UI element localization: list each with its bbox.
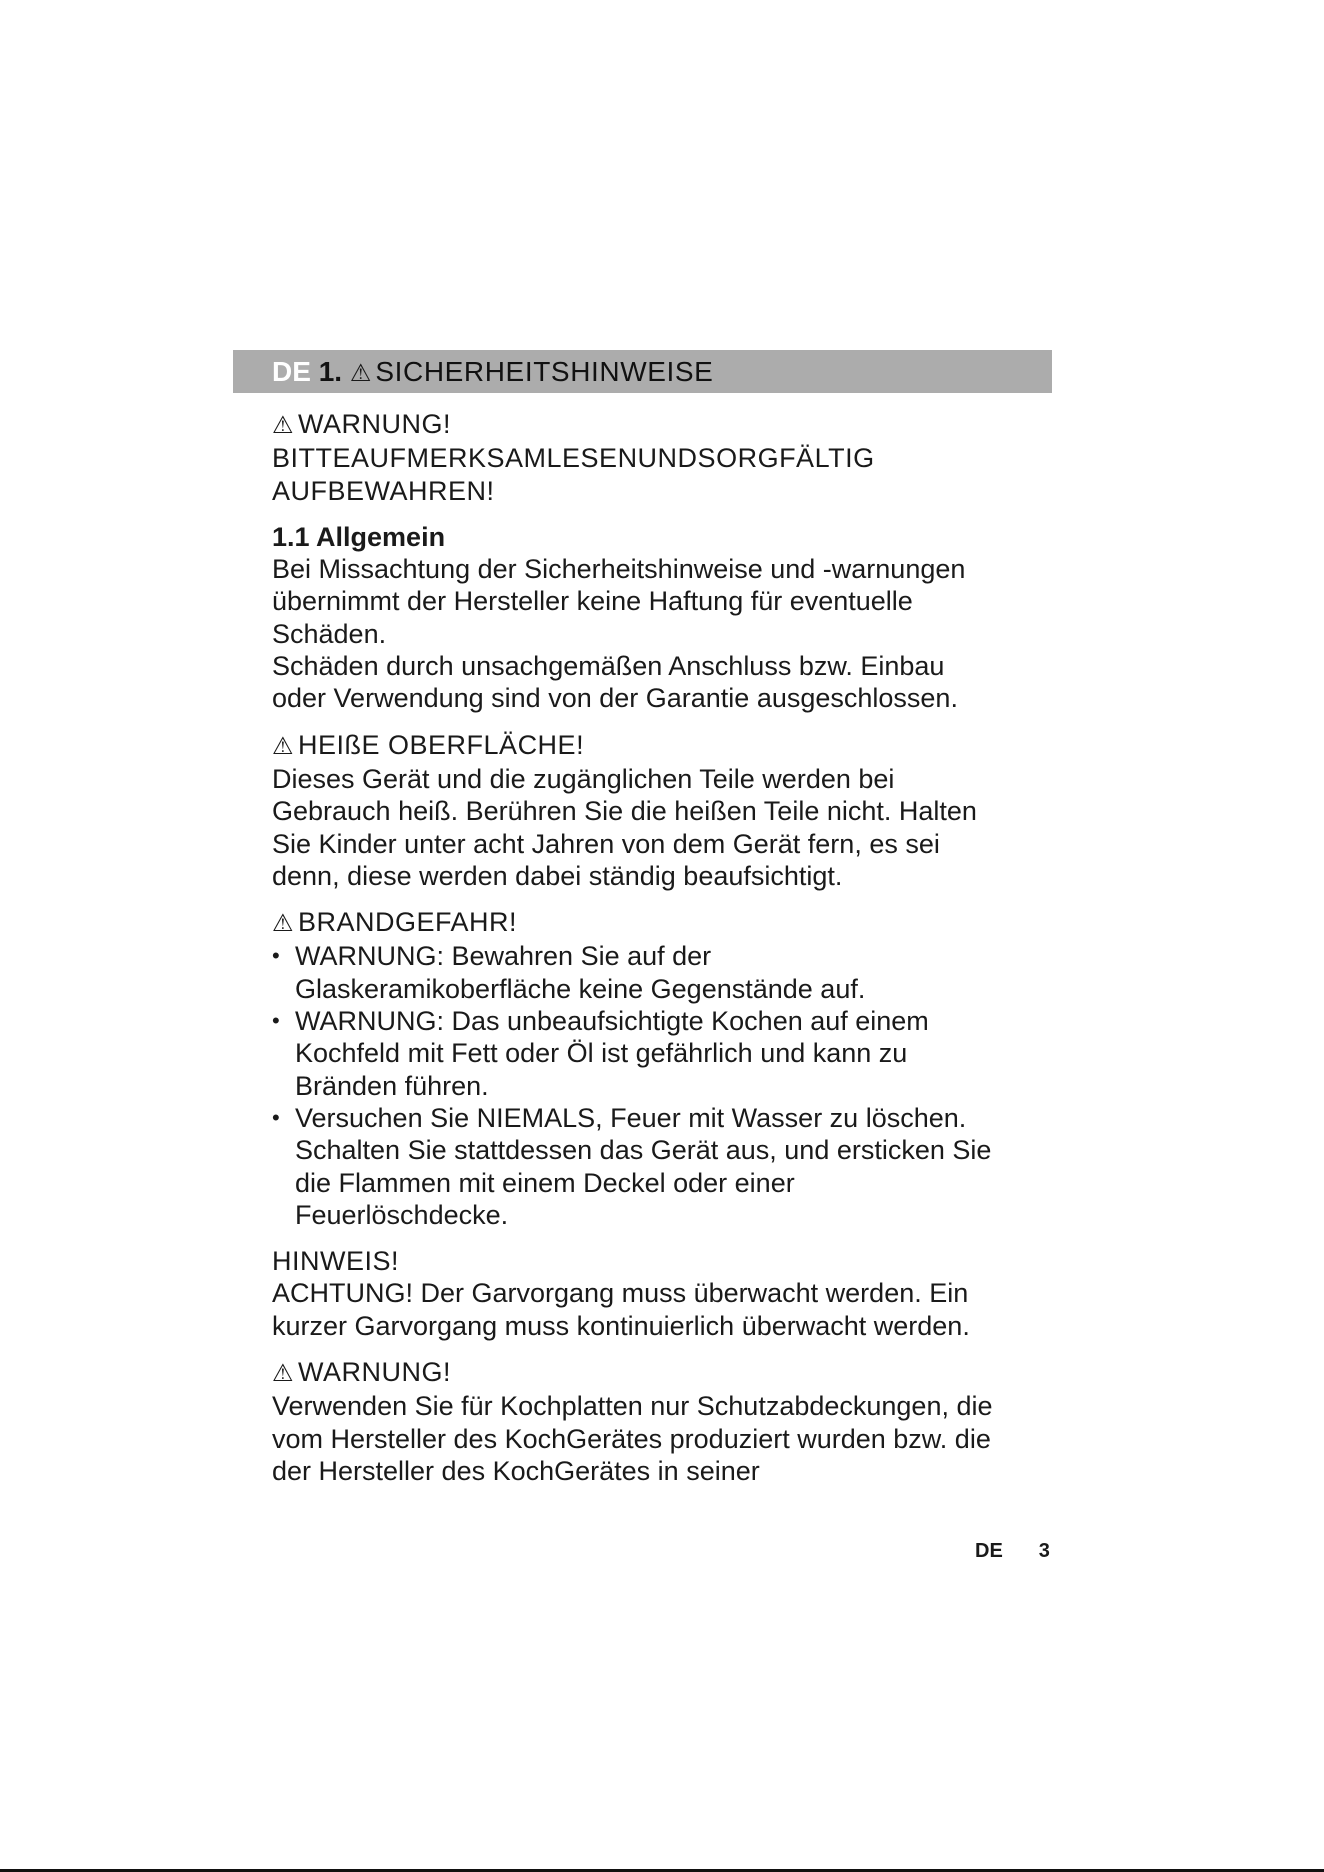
notice-text-line: ACHTUNG! Der Garvorgang muss überwacht werden. Ein [272, 1278, 969, 1309]
fire-bullet-line: Bränden führen. [295, 1070, 489, 1101]
notice-section [272, 1245, 1062, 1342]
footer-lang-code: DE [975, 1540, 1003, 1562]
fire-bullet-line: WARNUNG: Das unbeaufsichtigte Kochen auf einem [295, 1006, 929, 1037]
fire-bullet-item [272, 940, 1062, 1005]
hot-surface-section [272, 729, 1062, 892]
notice-text-line: kurzer Garvorgang muss kontinuierlich überwacht werden. [272, 1310, 970, 1341]
fire-bullet-line: Versuchen Sie NIEMALS, Feuer mit Wasser zu löschen. [295, 1102, 967, 1133]
header-lang-code: DE [272, 356, 311, 387]
hot-surface-icon: ⚠ [272, 732, 295, 760]
notice-label: HINWEIS! [272, 1246, 400, 1277]
bullet-dot-icon: • [272, 1008, 280, 1034]
fire-bullet-line: WARNUNG: Bewahren Sie auf der [295, 941, 712, 972]
bullet-dot-icon: • [272, 943, 280, 969]
hot-surface-text-line: denn, diese werden dabei ständig beaufsichtigt. [272, 860, 843, 891]
hot-surface-label: HEIßE OBERFLÄCHE! [298, 729, 585, 760]
warning-label: WARNUNG! [298, 409, 452, 439]
warning-triangle-icon: ⚠ [272, 412, 295, 439]
header-title: SICHERHEITSHINWEISE [375, 356, 714, 387]
hot-surface-text-line: Sie Kinder unter acht Jahren von dem Gerät fern, es sei [272, 828, 940, 859]
hot-surface-text-line: Dieses Gerät und die zugänglichen Teile werden bei [272, 763, 895, 794]
page-footer [975, 1540, 1050, 1563]
bullet-dot-icon: • [272, 1104, 280, 1130]
fire-bullet-line: Glaskeramikoberfläche keine Gegenstände auf. [295, 973, 866, 1004]
warning-text-line: BITTEAUFMERKSAMLESENUNDSORGFÄLTIG [272, 443, 875, 474]
fire-bullet-item [272, 1102, 1062, 1231]
warning-text-line: der Hersteller des KochGerätes in seiner [272, 1455, 760, 1486]
section-header [233, 350, 1052, 393]
general-text-line: Bei Missachtung der Sicherheitshinweise und -warnungen [272, 554, 966, 585]
warning-triangle-icon: ⚠ [272, 1360, 295, 1388]
general-text-line: Schäden durch unsachgemäßen Anschluss bzw. Einbau [272, 651, 945, 682]
page-content [272, 408, 1062, 1501]
fire-bullet-line: Schalten Sie stattdessen das Gerät aus, und ersticken Sie [295, 1135, 992, 1166]
general-text-line: Schäden. [272, 618, 387, 649]
page-number: 3 [1038, 1540, 1050, 1562]
general-section-title: 1.1 Allgemein [272, 521, 446, 552]
general-text-line: übernimmt der Hersteller keine Haftung für eventuelle [272, 586, 913, 617]
fire-bullet-item [272, 1005, 1062, 1102]
warning-text-line: Verwenden Sie für Kochplatten nur Schutzabdeckungen, die [272, 1391, 993, 1422]
fire-hazard-icon: ⚠ [272, 910, 295, 938]
hot-surface-text-line: Gebrauch heiß. Berühren Sie die heißen Teile nicht. Halten [272, 796, 977, 827]
fire-bullet-line: die Flammen mit einem Deckel oder einer [295, 1167, 795, 1198]
fire-hazard-section [272, 906, 1062, 1231]
header-section-number: 1. [318, 356, 343, 387]
fire-bullet-line: Feuerlöschdecke. [295, 1199, 509, 1230]
fire-bullet-line: Kochfeld mit Fett oder Öl ist gefährlich und kann zu [295, 1038, 908, 1069]
warning-text-line: vom Hersteller des KochGerätes produziert wurden bzw. die [272, 1423, 991, 1454]
warning-triangle-icon: ⚠ [349, 360, 372, 387]
warning-block-read-carefully [272, 408, 1062, 507]
warning-text-line: AUFBEWAHREN! [272, 475, 495, 506]
protective-cover-warning [272, 1356, 1062, 1487]
fire-hazard-label: BRANDGEFAHR! [298, 907, 518, 938]
general-text-line: oder Verwendung sind von der Garantie ausgeschlossen. [272, 683, 958, 714]
general-section [272, 521, 1062, 715]
warning-label: WARNUNG! [298, 1357, 452, 1388]
